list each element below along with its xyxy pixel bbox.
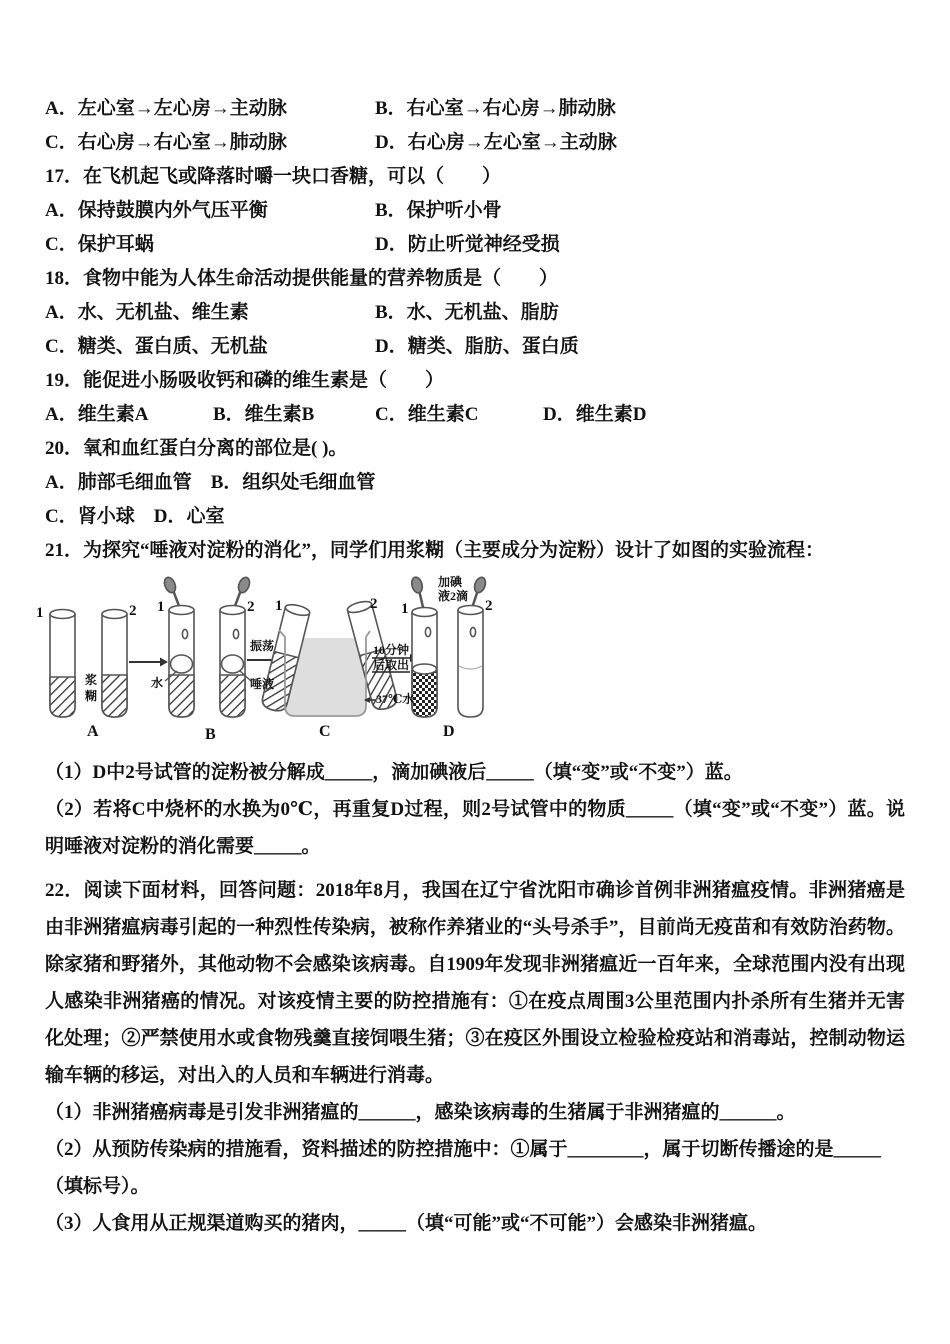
q16-options-row1 bbox=[45, 98, 905, 120]
q22-sub1: （1）非洲猪癌病毒是引发非洲猪瘟的______，感染该病毒的生猪属于非洲猪瘟的______。 bbox=[45, 1102, 796, 1123]
figure-a-tube1-number: 1 bbox=[36, 605, 44, 621]
q16-option-d: D．右心房→左心室→主动脉 bbox=[375, 132, 617, 153]
figure-iodine-line1: 加碘 bbox=[438, 575, 463, 589]
figure-paste-label: 浆糊 bbox=[84, 673, 97, 703]
q19-option-b: B．维生素B bbox=[213, 404, 315, 425]
figure-d-tube1-number: 1 bbox=[401, 601, 409, 617]
q22-stem: 22．阅读下面材料，回答问题：2018年8月，我国在辽宁省沈阳市确诊首例非洲猪瘟疫情。非洲猪癌是由非洲猪瘟病毒引起的一种烈性传染病，被称作养猪业的“头号杀手”，目前尚无疫苗和有效防治药物。除家猪和野猪外，其他动物不会感染该病毒。自1909年发现非洲猪瘟近一百年来，全球范围内没有出现人感染非洲猪癌的情况。对该疫情主要的防控措施有：①在疫点周围3公里范围内扑杀所有生猪并无害化处理；②严禁使用水或食物残羹直接饲喂生猪；③在疫区外围设立检验检疫站和消毒站，控制动物运输车辆的移运，对出入的人员和车辆进行消毒。 bbox=[45, 880, 905, 1086]
figure-iodine-line2: 液2滴 bbox=[438, 589, 469, 603]
q17-option-a: A．保持鼓膜内外气压平衡 bbox=[45, 200, 268, 221]
q17-stem: 17．在飞机起飞或降落时嚼一块口香糖，可以（ ） bbox=[45, 166, 502, 187]
figure-saliva-label: 唾液 bbox=[250, 677, 275, 691]
q20-options-row2: C．肾小球 D．心室 bbox=[45, 506, 225, 527]
q19-option-d: D．维生素D bbox=[543, 404, 647, 425]
tube-b2 bbox=[220, 576, 252, 717]
q20-stem: 20．氧和血红蛋白分离的部位是( )。 bbox=[45, 438, 348, 459]
q16-options-row2 bbox=[45, 132, 905, 154]
q17-option-b: B．保护听小骨 bbox=[375, 200, 502, 221]
q18-option-c: C．糖类、蛋白质、无机盐 bbox=[45, 336, 268, 357]
q21-sub2: （2）若将C中烧杯的水换为0℃，再重复D过程，则2号试管中的物质_____（填“变”或“不变”）蓝。说明唾液对淀粉的消化需要_____。 bbox=[45, 799, 905, 857]
figure-c-tube1-number: 1 bbox=[275, 598, 283, 614]
figure-stage-a-label: A bbox=[87, 723, 99, 740]
figure-shake-label: 振荡 bbox=[250, 639, 275, 653]
tube-a2 bbox=[102, 610, 127, 718]
q18-stem: 18．食物中能为人体生命活动提供能量的营养物质是（ ） bbox=[45, 268, 559, 289]
q17-options-row2 bbox=[45, 234, 905, 256]
q18-options-row1 bbox=[45, 302, 905, 324]
q18-option-b: B．水、无机盐、脂肪 bbox=[375, 302, 559, 323]
q17-options-row1 bbox=[45, 200, 905, 222]
q22-sub3: （3）人食用从正规渠道购买的猪肉，_____（填“可能”或“不可能”）会感染非洲猪瘟。 bbox=[45, 1213, 768, 1234]
q19-option-a: A．维生素A bbox=[45, 404, 149, 425]
figure-water-bath-label: 37℃水 bbox=[376, 692, 415, 706]
figure-stage-c-label: C bbox=[319, 723, 331, 740]
tube-a1 bbox=[50, 610, 75, 718]
figure-duration-line2: 后取出 bbox=[373, 658, 410, 672]
q21-sub1: （1）D中2号试管的淀粉被分解成_____，滴加碘液后_____（填“变”或“不变”）蓝。 bbox=[45, 762, 743, 783]
figure-a-tube2-number: 2 bbox=[129, 603, 137, 619]
figure-b-tube2-number: 2 bbox=[247, 599, 255, 615]
q16-option-c: C．右心房→右心室→肺动脉 bbox=[45, 132, 287, 153]
experiment-flow-figure bbox=[32, 574, 514, 746]
q20-options-row1: A．肺部毛细血管 B．组织处毛细血管 bbox=[45, 472, 376, 493]
figure-b-tube1-number: 1 bbox=[157, 599, 165, 615]
q18-option-d: D．糖类、脂肪、蛋白质 bbox=[375, 336, 579, 357]
q17-option-d: D．防止听觉神经受损 bbox=[375, 234, 560, 255]
tube-b1 bbox=[162, 576, 194, 717]
q17-option-c: C．保护耳蜗 bbox=[45, 234, 154, 255]
q21-stem: 21．为探究“唾液对淀粉的消化”，同学们用浆糊（主要成分为淀粉）设计了如图的实验流程： bbox=[45, 540, 825, 561]
q19-stem: 19．能促进小肠吸收钙和磷的维生素是（ ） bbox=[45, 370, 445, 391]
q18-option-a: A．水、无机盐、维生素 bbox=[45, 302, 249, 323]
q16-option-a: A．左心室→左心房→主动脉 bbox=[45, 98, 287, 119]
q16-option-b: B．右心室→右心房→肺动脉 bbox=[375, 98, 616, 119]
q18-options-row2 bbox=[45, 336, 905, 358]
arrow-a-to-b bbox=[129, 658, 168, 667]
q19-options-row bbox=[45, 404, 905, 426]
figure-water-label: 水 bbox=[151, 676, 164, 690]
figure-duration-line1: 10分钟 bbox=[373, 643, 410, 657]
figure-stage-d-label: D bbox=[443, 723, 455, 740]
q19-option-c: C．维生素C bbox=[375, 404, 479, 425]
q22-sub2: （2）从预防传染病的措施看，资料描述的防控措施中：①属于________，属于切断传播途的是_____（填标号）。 bbox=[45, 1139, 882, 1197]
figure-stage-b-label: B bbox=[205, 726, 216, 743]
figure-d-tube2-number: 2 bbox=[485, 598, 493, 614]
figure-c-tube2-number: 2 bbox=[370, 596, 378, 612]
